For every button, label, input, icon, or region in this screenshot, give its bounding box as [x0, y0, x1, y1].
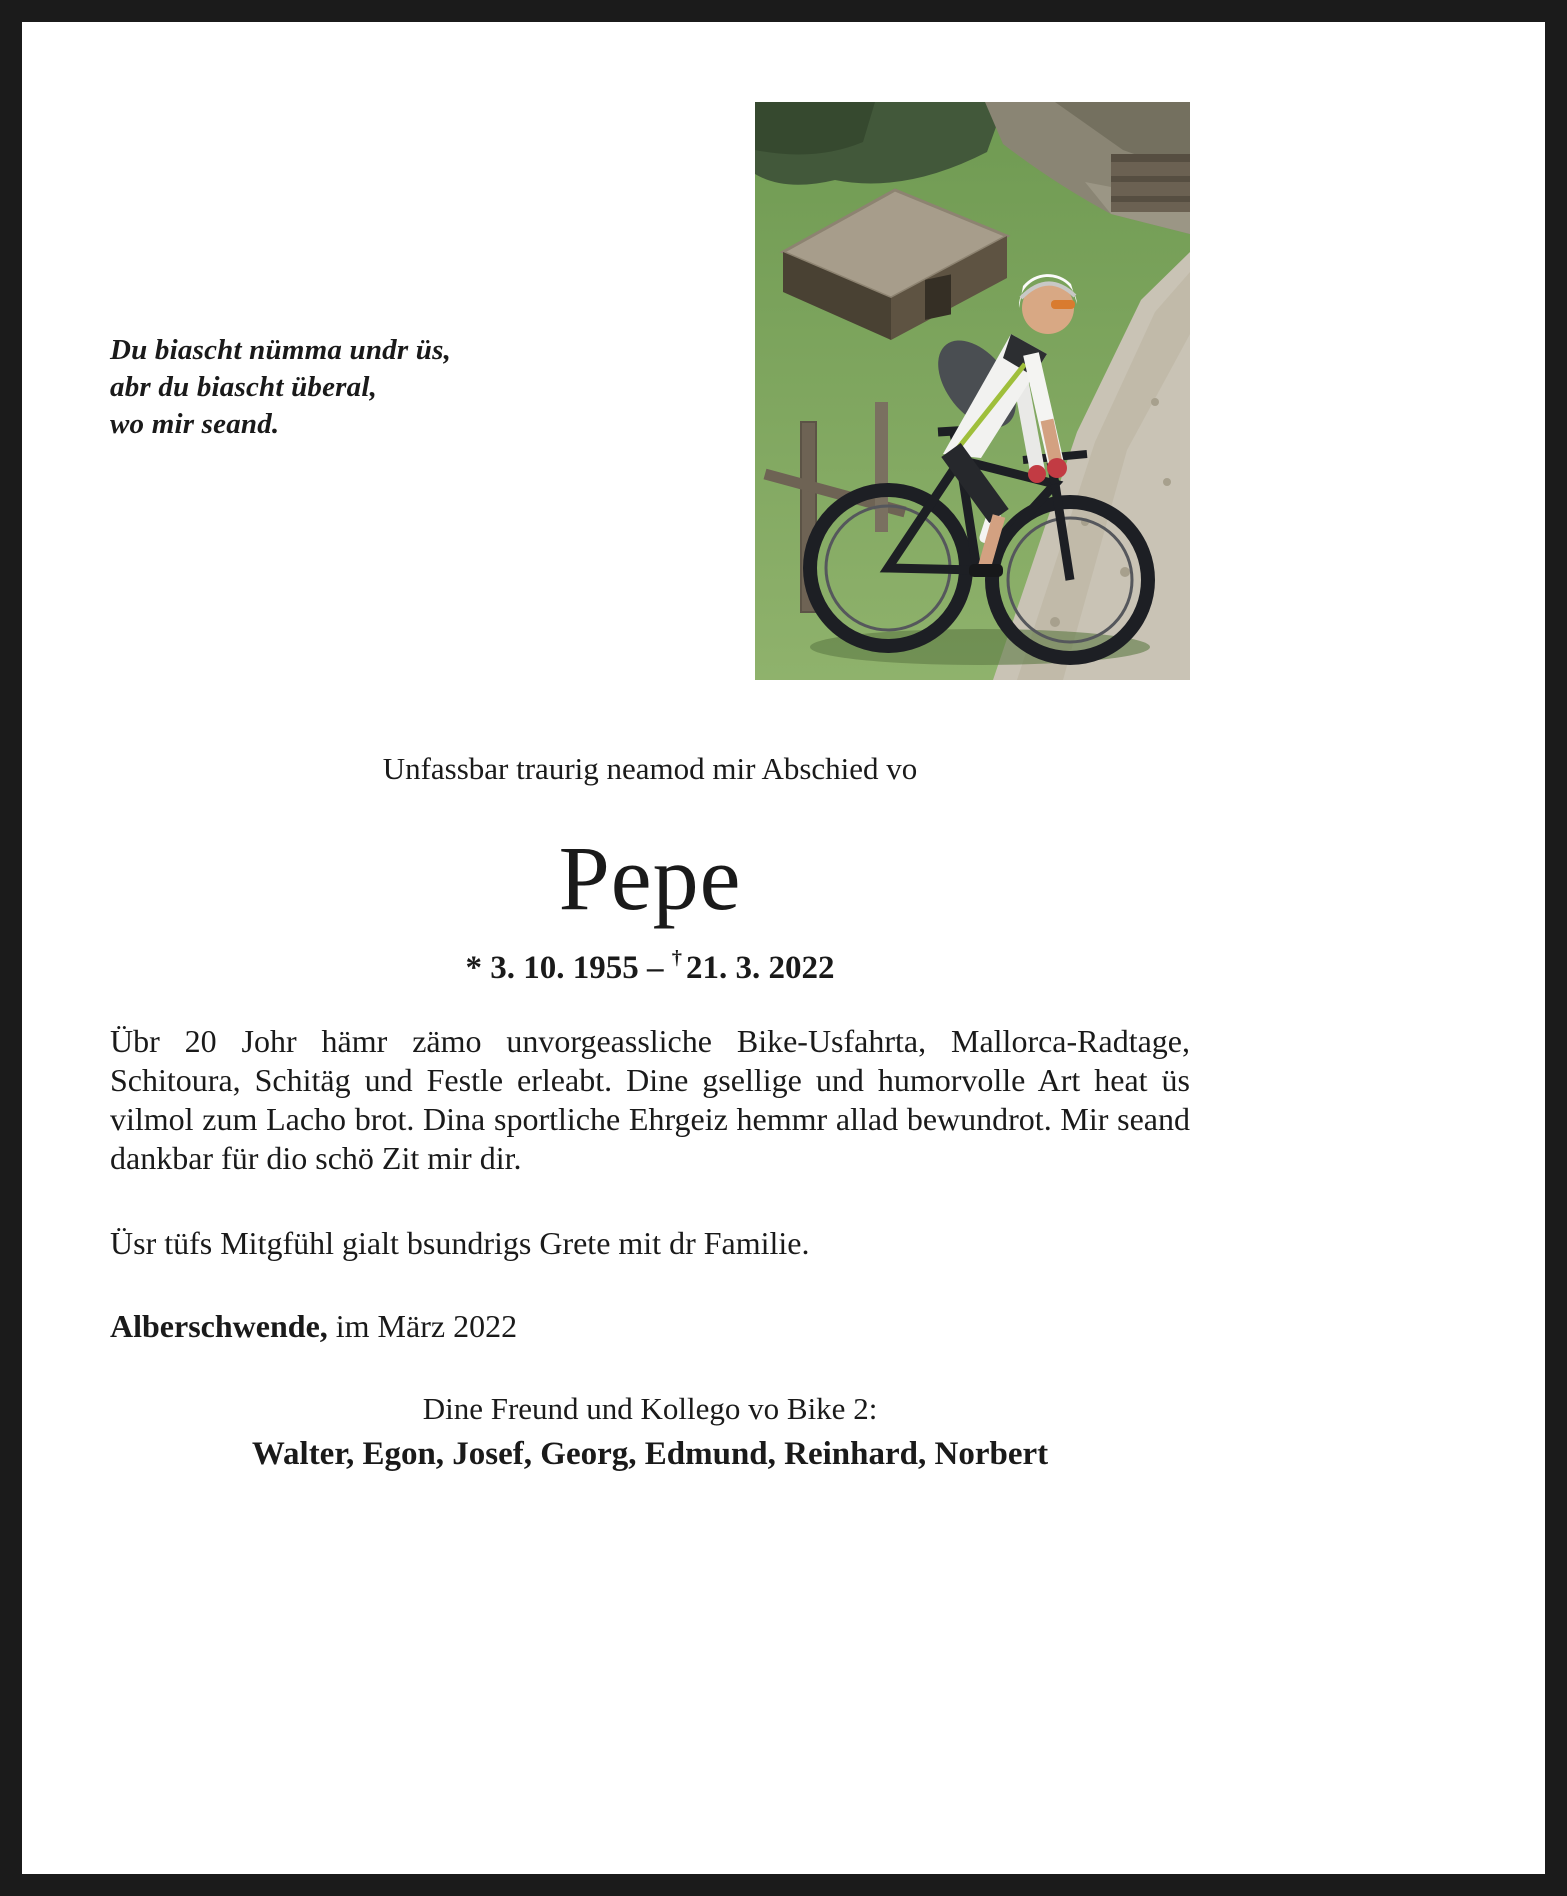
- place-date-line: [110, 1307, 1190, 1346]
- quote-line-3: wo mir seand.: [110, 408, 280, 440]
- birth-date: * 3. 10. 1955 –: [465, 950, 664, 986]
- cyclist-photo-illustration: [755, 102, 1190, 680]
- farewell-intro: Unfassbar traurig neamod mir Abschied vo: [382, 751, 918, 786]
- friends-intro: Dine Freund und Kollego vo Bike 2:: [422, 1391, 878, 1426]
- notice-date: im März 2022: [335, 1308, 518, 1344]
- quote-line-2: abr du biascht überal,: [110, 371, 378, 403]
- deceased-name: Pepe: [558, 827, 742, 929]
- memorial-text: Übr 20 Johr hämr zämo unvorgeassliche Bike-Usfahrta, Mallorca-Radtage, Schitoura, Schitäg und Festle erleabt. Dine gsellige und humorvolle Art heat üs vilmol zum Lacho brot. Dina sportliche Ehrgeiz hemmr allad bewundrot. Mir seand dankbar für dio schö Zit mir dir.: [110, 1023, 1190, 1176]
- dagger-symbol: †: [671, 947, 682, 969]
- card-content: [110, 22, 1190, 1874]
- death-date: 21. 3. 2022: [685, 950, 835, 986]
- cyclist-photo: [755, 102, 1190, 680]
- quote-line-1: Du biascht nümma undr üs,: [110, 334, 452, 366]
- life-dates: [110, 938, 1190, 988]
- opening-quote: [110, 332, 451, 443]
- condolence-line: Üsr tüfs Mitgfühl gialt bsundrigs Grete mit dr Familie.: [110, 1225, 810, 1261]
- friends-names: Walter, Egon, Josef, Georg, Edmund, Reinhard, Norbert: [251, 1436, 1049, 1472]
- place-name: Alberschwende,: [110, 1308, 328, 1344]
